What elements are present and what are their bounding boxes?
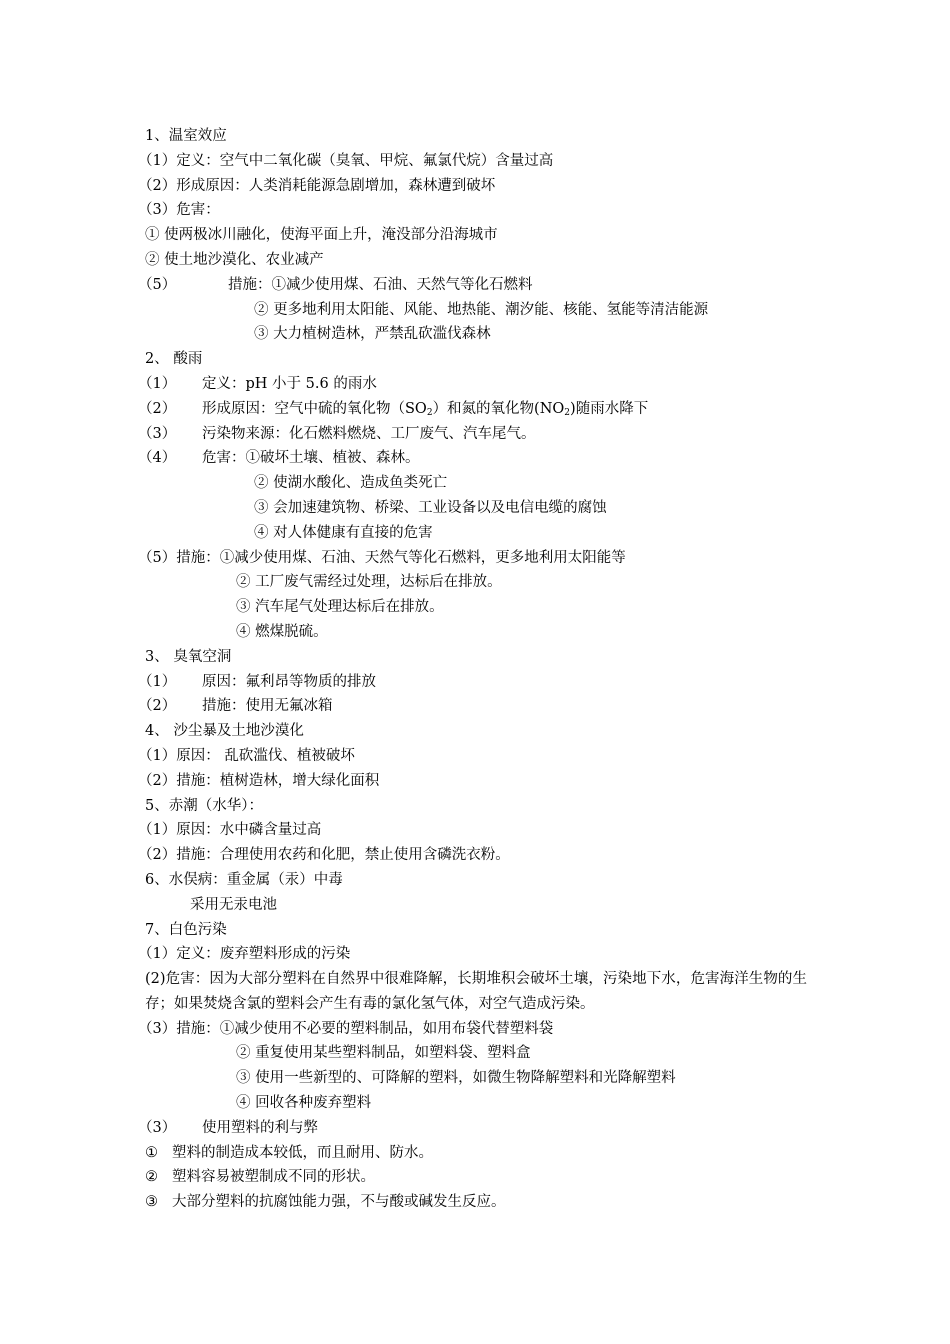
text-line: ② 更多地利用太阳能、风能、地热能、潮汐能、核能、氢能等清洁能源 [254,301,709,318]
text-line: （1）原因： 乱砍滥伐、植被破坏 [138,747,355,764]
text-line: （1）定义：废弃塑料形成的污染 [138,946,351,963]
text-line: （2）形成原因：人类消耗能源急剧增加，森林遭到破坏 [138,177,496,194]
heading-sandstorm: 4、 沙尘暴及土地沙漠化 [145,723,304,740]
text-line: （5） 措施：①减少使用煤、石油、天然气等化石燃料 [138,276,533,293]
text-line: ② 工厂废气需经过处理，达标后在排放。 [236,574,502,591]
text-line: ② 使湖水酸化、造成鱼类死亡 [254,475,448,492]
text-line: ③ 大部分塑料的抗腐蚀能力强，不与酸或碱发生反应。 [145,1194,506,1211]
text-line: （1） 定义：pH 小于 5.6 的雨水 [138,375,377,392]
text-line: ④ 对人体健康有直接的危害 [254,524,433,541]
text-line: （3） 使用塑料的利与弊 [138,1119,318,1136]
text-line: （1）原因：水中磷含量过高 [138,822,322,839]
text-line: ② 重复使用某些塑料制品，如塑料袋、塑料盒 [236,1045,531,1062]
text-line: （5）措施：①减少使用煤、石油、天然气等化石燃料，更多地利用太阳能等 [138,549,626,566]
text-line: ③ 使用一些新型的、可降解的塑料，如微生物降解塑料和光降解塑料 [236,1070,676,1087]
heading-red-tide: 5、赤潮（水华）： [145,797,263,814]
text-line: （4） 危害：①破坏土壤、植被、森林。 [138,450,420,467]
heading-acid-rain: 2、 酸雨 [145,351,203,368]
text-line: ④ 回收各种废弃塑料 [236,1095,372,1112]
text-line: （3）危害： [138,202,220,219]
document-body [0,124,950,1215]
text-line: （1）定义：空气中二氧化碳（臭氧、甲烷、氟氯代烷）含量过高 [138,152,554,169]
text-line: ④ 燃煤脱硫。 [236,623,328,640]
text-line: （1） 原因：氟利昂等物质的排放 [138,673,376,690]
heading-minamata-disease: 6、水俣病：重金属（汞）中毒 [145,871,343,888]
text-line: ③ 大力植树造林，严禁乱砍滥伐森林 [254,326,491,343]
text-line: ③ 汽车尾气处理达标后在排放。 [236,599,444,616]
text-line: （3）措施：①减少使用不必要的塑料制品，如用布袋代替塑料袋 [138,1020,554,1037]
text-line: 采用无汞电池 [190,896,277,913]
text-line: （2） 措施：使用无氟冰箱 [138,698,333,715]
text-line: （2） 形成原因：空气中硫的氧化物$(SO_2)$和氮的氧化物$(NO_2)$随雨水降下 [138,400,649,418]
text-line: ② 使土地沙漠化、农业减产 [145,251,324,268]
text-line: ① 塑料的制造成本较低，而且耐用、防水。 [145,1144,433,1161]
text-paragraph: (2)危害：因为大部分塑料在自然界中很难降解，长期堆积会破坏土壤，污染地下水，危害海洋生物的生存；如果焚烧含氯的塑料会产生有毒的氯化氢气体，对空气造成污染。 [145,971,807,1012]
text-line: ② 塑料容易被塑制成不同的形状。 [145,1169,375,1186]
text-line: （2）措施：植树造林，增大绿化面积 [138,772,380,789]
text-line: （2）措施：合理使用农药和化肥，禁止使用含磷洗衣粉。 [138,847,510,864]
text-line: （3） 污染物来源：化石燃料燃烧、工厂废气、汽车尾气。 [138,425,536,442]
heading-ozone-hole: 3、 臭氧空洞 [145,648,232,665]
heading-greenhouse-effect: 1、温室效应 [145,128,227,144]
text-line: ① 使两极冰川融化，使海平面上升，淹没部分沿海城市 [145,227,498,244]
heading-white-pollution: 7、白色污染 [145,921,227,938]
text-line: ③ 会加速建筑物、桥梁、工业设备以及电信电缆的腐蚀 [254,499,607,516]
